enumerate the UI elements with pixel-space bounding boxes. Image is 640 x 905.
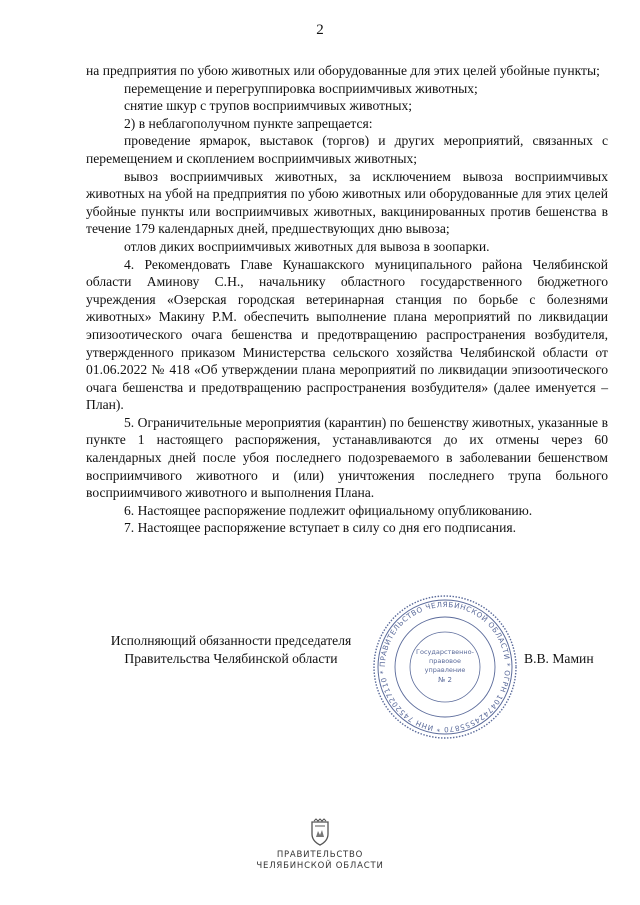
- seal-center-line4: № 2: [438, 676, 452, 684]
- signatory-title-line2: Правительства Челябинской области: [124, 650, 338, 666]
- signatory-name: В.В. Мамин: [524, 651, 594, 666]
- footer: [0, 818, 640, 872]
- footer-line1: ПРАВИТЕЛЬСТВО: [276, 850, 364, 860]
- paragraph: 4. Рекомендовать Главе Кунашакского муниципального района Челябинской области Аминову С.Н., начальнику областного государственного бюджетного учреждения «Озерская городская ветеринарная станция по борьбе с болезнями животных» Макину Р.М. обеспечить выполнение плана мероприятий по ликвидации эпизоотического очага бешенства и предотвращению распространения возбудителя, утвержденного приказом Министерства сельского хозяйства Челябинской области от 01.06.2022 № 418 «Об утверждении плана мероприятий по ликвидации эпизоотического очага бешенства и предотвращению распространения возбудителя» (далее именуется – План).: [86, 256, 608, 413]
- page-number: 2: [316, 22, 324, 38]
- paragraph: снятие шкур с трупов восприимчивых животных;: [124, 98, 413, 114]
- document-body: [86, 62, 608, 537]
- footer-line2: ЧЕЛЯБИНСКОЙ ОБЛАСТИ: [256, 861, 384, 871]
- official-seal: [370, 592, 520, 742]
- signatory-title-line1: Исполняющий обязанности председателя: [110, 633, 352, 648]
- paragraph: перемещение и перегруппировка восприимчивых животных;: [124, 80, 478, 96]
- paragraph: на предприятия по убою животных или оборудованные для этих целей убойные пункты;: [86, 63, 600, 78]
- seal-center-line1: Государственно-: [416, 648, 474, 656]
- seal-center-line3: управление: [424, 666, 466, 674]
- seal-ring-text: ПРАВИТЕЛЬСТВО ЧЕЛЯБИНСКОЙ ОБЛАСТИ * ОГРН 1047424555870 * ИНН 7452027110 *: [377, 599, 513, 735]
- paragraph: 6. Настоящее распоряжение подлежит официальному опубликованию.: [124, 502, 533, 518]
- signatory-title: [86, 632, 376, 667]
- paragraph: 5. Ограничительные мероприятия (карантин) по бешенству животных, указанные в пункте 1 настоящего распоряжения, устанавливаются до их отмены через 60 календарных дней после убоя последнего подозреваемого в заболевании бешенством восприимчивого животного и (или) уничтожения последнего трупа больного восприимчивого животного и выполнения Плана.: [86, 414, 608, 501]
- coat-of-arms-icon: [305, 818, 335, 848]
- seal-center-line2: правовое: [429, 657, 461, 665]
- paragraph: вывоз восприимчивых животных, за исключением вывоза восприимчивых животных на убой на предприятия по убою животных или оборудованные для этих целей убойные пункты или восприимчивых животных, вакцинированных против бешенства в течение 179 календарных дней, предшествующих дню вывоза;: [86, 168, 608, 237]
- paragraph: 2) в неблагополучном пункте запрещается:: [124, 115, 373, 131]
- paragraph: проведение ярмарок, выставок (торгов) и других мероприятий, связанных с перемещением и скоплением восприимчивых животных;: [86, 133, 608, 166]
- paragraph: 7. Настоящее распоряжение вступает в силу со дня его подписания.: [124, 520, 517, 536]
- paragraph: отлов диких восприимчивых животных для вывоза в зоопарки.: [124, 238, 490, 254]
